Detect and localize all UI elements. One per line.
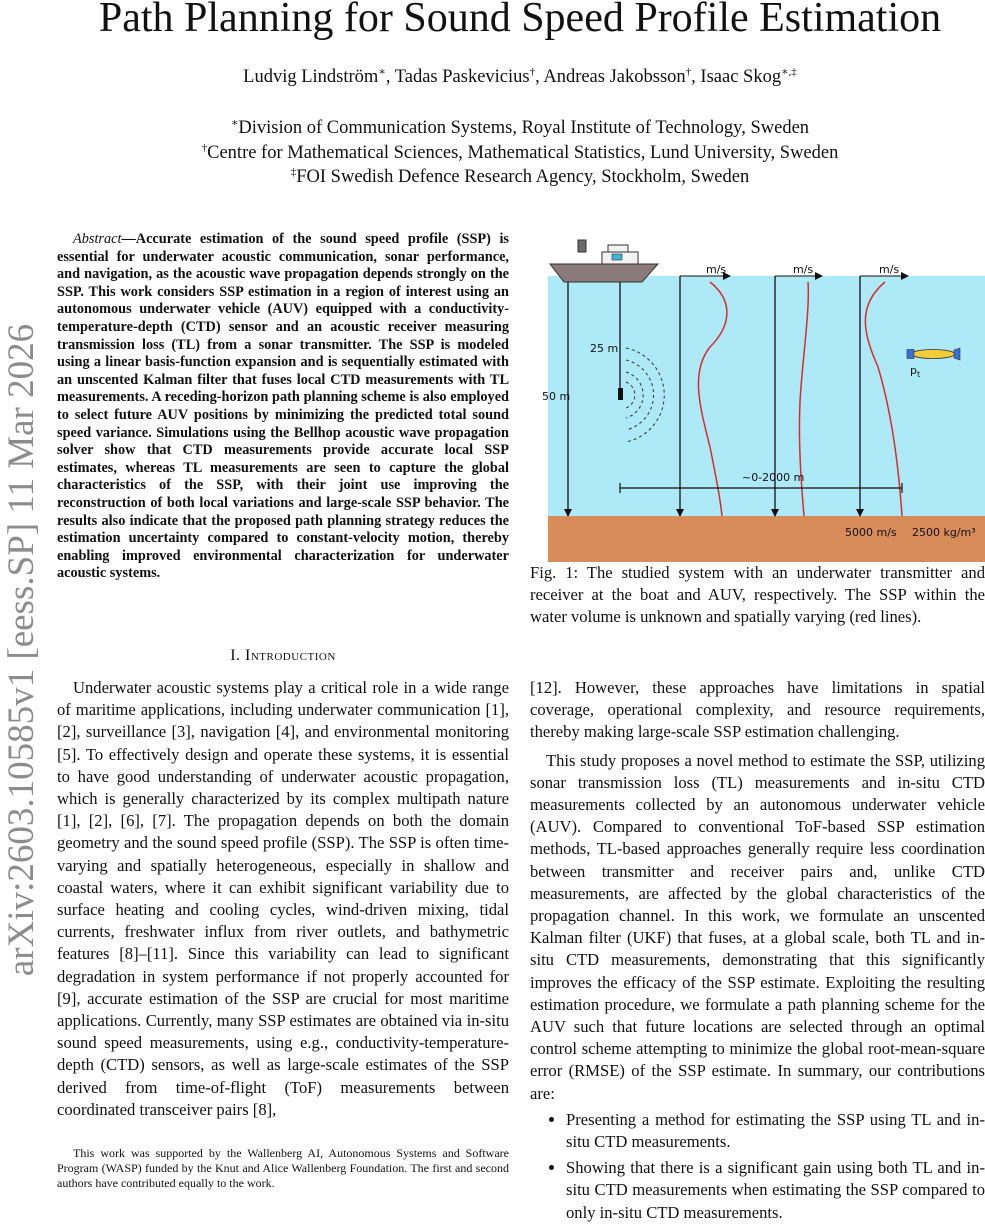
affiliation-text: Centre for Mathematical Sciences, Mathematical Statistics, Lund University, Sweden (207, 142, 839, 163)
arxiv-watermark: arXiv:2603.10585v1 [eess.SP] 11 Mar 2026 (1, 323, 42, 977)
section-heading (57, 647, 509, 665)
speed-axis-label: m/s (879, 263, 900, 276)
list-item: • Presenting a method for estimating the SSP using TL and in-situ CTD measurements. (566, 1109, 985, 1153)
label-receiver: $p_t$ (910, 364, 921, 379)
abstract-label: Abstract (73, 231, 122, 247)
list-item: • Showing that there is a significant gain using both TL and in-situ CTD measurements when estimating the SSP compared to only in-situ CTD measurements. (566, 1157, 985, 1224)
figure-1 (530, 232, 985, 562)
paragraph: Underwater acoustic systems play a critical role in a wide range of maritime applications, including underwater communication [1], [2], surveillance [3], navigation [4], and environmental monitoring [5]. To effectively design and operate these systems, it is essential to have good understanding of underwater acoustic propagation, which is generally characterized by its complex multipath nature [1], [2], [6], [7]. The propagation depends on both the domain geometry and the sound speed profile (SSP). The SSP is often time-varying and spatially heterogeneous, especially in shallow and coastal waters, where it can exhibit significant variability due to surface heating and cooling cycles, wind-driven mixing, tidal currents, freshwater influx from river outlets, and bathymetric features [8]–[11]. Since this variability can lead to significant degradation in system performance if not properly accounted for [9], accurate estimation of the SSP are crucial for most maritime applications. Currently, many SSP estimates are obtained via in-situ sound speed measurements, using e.g., conductivity-temperature-depth (CTD) sensors, as well as large-scale estimates of the SSP derived from time-of-flight (ToF) measurements between coordinated transceiver pairs [8], (57, 678, 509, 1119)
section-title: Introduction (245, 647, 336, 664)
author-mark: † (529, 66, 536, 78)
affiliation (0, 116, 985, 141)
label-25m: 25 m (590, 342, 619, 355)
affiliation (0, 165, 985, 190)
speed-axis-label: m/s (793, 263, 814, 276)
label-seabed-density: 2500 kg/m³ (912, 526, 976, 539)
author-list: Ludvig Lindström∗, Tadas Paskevicius†, Andreas Jakobsson†, Isaac Skog∗,‡ (243, 66, 797, 87)
affiliation-mark: † (201, 141, 208, 154)
affiliation-text: FOI Swedish Defence Research Agency, Stockholm, Sweden (296, 167, 750, 187)
author-name: Andreas Jakobsson (543, 67, 686, 87)
section-number: I. (230, 647, 246, 664)
transmitter (618, 388, 623, 400)
label-seabed-speed: 5000 m/s (845, 526, 897, 539)
author-name: Isaac Skog (700, 67, 782, 87)
label-range: ~0-2000 m (742, 471, 805, 484)
affiliations (0, 116, 985, 190)
abstract (57, 231, 509, 583)
author-mark: † (685, 66, 692, 78)
paragraph: [12]. However, these approaches have limitations in spatial coverage, operational complexity, and resource requirements, thereby making large-scale SSP estimation challenging. (530, 678, 985, 742)
intro-right-column (530, 677, 985, 1228)
footnote: This work was supported by the Wallenberg AI, Autonomous Systems and Software Program (WASP) funded by the Knut and Alice Wallenberg Foundation. The first and second authors have contributed equally to the work. (57, 1146, 509, 1191)
label-50m: 50 m (542, 390, 571, 403)
paper-title: Path Planning for Sound Speed Profile Estimation (98, 0, 942, 41)
system-diagram (530, 232, 985, 562)
figure-caption: Fig. 1: The studied system with an underwater transmitter and receiver at the boat and AUV, respectively. The SSP within the water volume is unknown and spatially varying (red lines). (530, 563, 985, 626)
affiliation-text: Division of Communication Systems, Royal Institute of Technology, Sweden (238, 118, 810, 138)
author-name: Tadas Paskevicius (394, 67, 530, 87)
affiliation-mark: ∗ (230, 117, 239, 129)
contributions-list (530, 1109, 985, 1224)
affiliation-mark: ‡ (290, 166, 297, 178)
affiliation (0, 141, 985, 166)
author-name: Ludvig Lindström (243, 67, 379, 87)
speed-axis-label: m/s (706, 263, 727, 276)
seabed (548, 516, 985, 562)
intro-left-column (57, 677, 509, 1121)
boat-icon (550, 240, 658, 282)
author-mark: ∗,‡ (781, 66, 797, 78)
abstract-text: —Accurate estimation of the sound speed profile (SSP) is essential for underwater acoustic communication, sonar performance, and navigation, as the acoustic wave propagation depends strongly on the SSP. This work considers SSP estimation in a region of interest using an autonomous underwater vehicle (AUV) equipped with a conductivity-temperature-depth (CTD) sensor and an acoustic receiver measuring transmission loss (TL) from a sonar transmitter. The SSP is modeled using a linear basis-function expansion and is sequentially estimated with an unscented Kalman filter that fuses local CTD measurements with TL measurements. A receding-horizon path planning scheme is also employed to select future AUV positions by minimizing the predicted total sound speed variance. Simulations using the Bellhop acoustic wave propagation solver show that CTD measurements provide accurate local SSP estimates, whereas TL measurements are seen to capture the global characteristics of the SSP, with their joint use improving the reconstruction of both local variations and large-scale SSP behavior. The results also indicate that the proposed path planning strategy reduces the estimation uncertainty compared to constant-velocity motion, thereby enabling improved environmental characterization for underwater acoustic systems. (57, 231, 509, 582)
author-mark: ∗ (378, 66, 386, 78)
paragraph: This study proposes a novel method to estimate the SSP, utilizing sonar transmission loss (TL) measurements and in-situ CTD measurements collected by an autonomous underwater vehicle (AUV). Compared to conventional ToF-based SSP estimation methods, TL-based approaches generally require less coordination between transmitter and receiver pairs and, unlike CTD measurements, are affected by the global characteristics of the propagation channel. In this work, we formulate an unscented Kalman filter (UKF) that fuses, at a global scale, both TL and in-situ CTD measurements, demonstrating that this significantly improves the efficacy of the SSP estimate. Exploiting the resulting estimation procedure, we formulate a path planning scheme for the AUV such that future locations are selected through an optimal control scheme attempting to minimize the global root-mean-square error (RMSE) of the SSP estimate. In summary, our contributions are: (530, 750, 985, 1103)
